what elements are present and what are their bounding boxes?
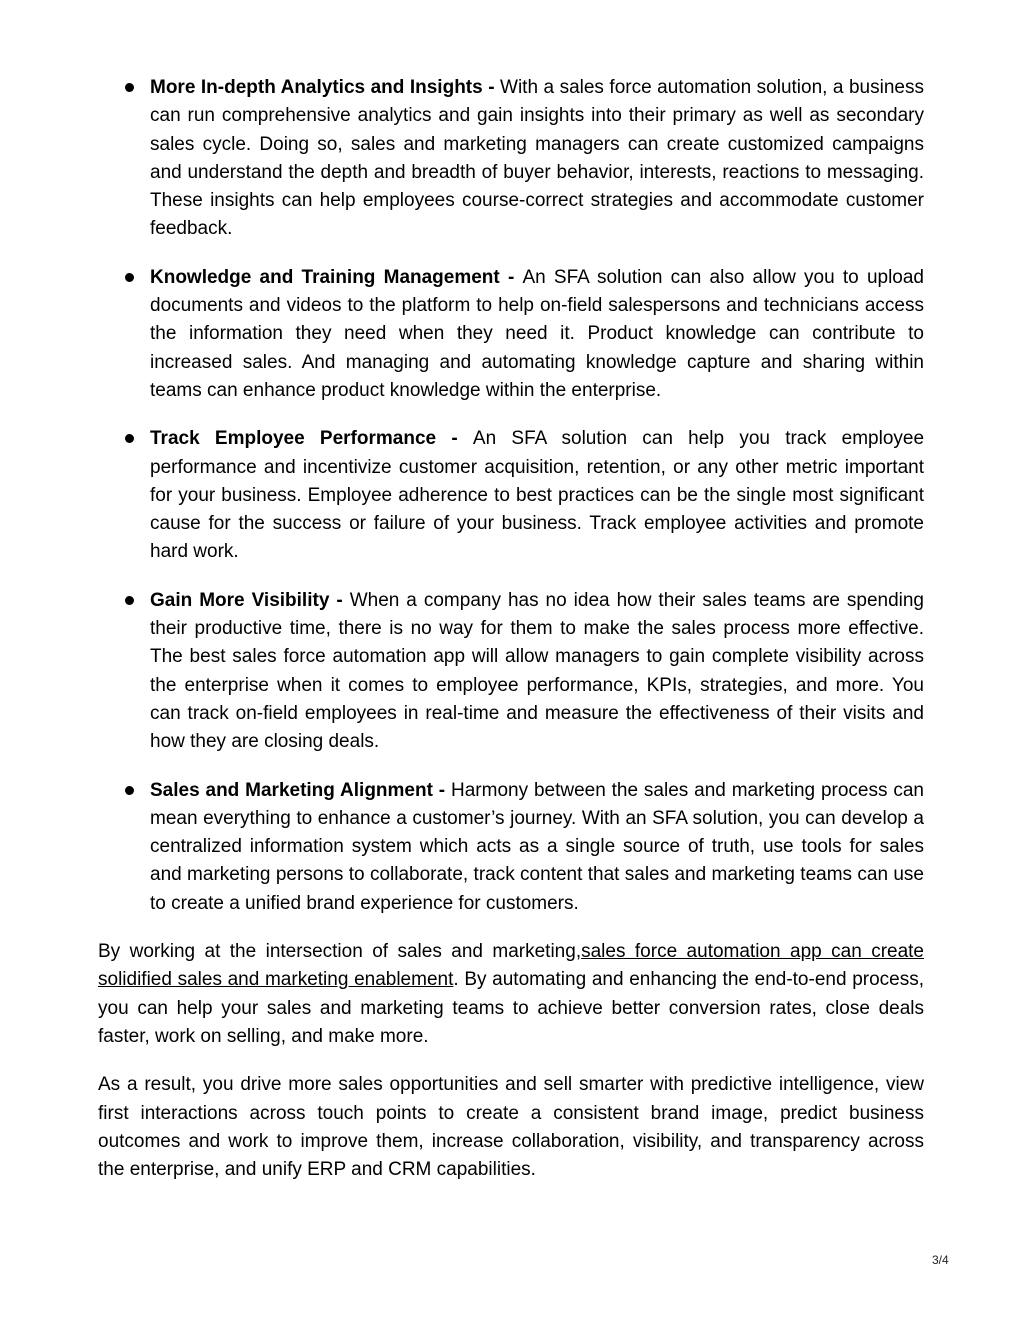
benefits-list [98, 74, 924, 918]
sfa-enablement-link[interactable]: sales force automation app can create solidified sales and marketing enablement [98, 941, 924, 991]
list-item-alignment [98, 777, 924, 918]
list-item-visibility [98, 587, 924, 757]
bullet-text: An SFA solution can also allow you to upload documents and videos to the platform to help on-field salespersons and technicians access the information they need when they need it. Product knowledge can contribute to increased sales. And managing and automating knowledge capture and sharing within teams can enhance product knowledge within the enterprise. [150, 266, 924, 401]
bullet-icon [125, 434, 134, 443]
list-item-knowledge [98, 264, 924, 405]
bullet-icon [125, 596, 134, 605]
bullet-title: Knowledge and Training Management - [150, 266, 523, 288]
page-number: 3/4 [932, 1253, 949, 1267]
bullet-text: Harmony between the sales and marketing process can mean everything to enhance a customer’s journey. With an SFA solution, you can develop a centralized information system which acts as a single source of truth, use tools for sales and marketing persons to collaborate, track content that sales and marketing teams can use to create a unified brand experience for customers. [150, 779, 924, 914]
paragraph-intersection [98, 938, 924, 1051]
bullet-icon [125, 83, 134, 92]
paragraph-text: By working at the intersection of sales and marketing, [98, 941, 582, 963]
list-item-analytics [98, 74, 924, 244]
bullet-icon [125, 273, 134, 282]
bullet-icon [125, 786, 134, 795]
paragraph-result: As a result, you drive more sales opportunities and sell smarter with predictive intelligence, view first interactions across touch points to create a consistent brand image, predict business outcomes and work to improve them, increase collaboration, visibility, and transparency across the enterprise, and unify ERP and CRM capabilities. [98, 1074, 924, 1181]
bullet-title: More In-depth Analytics and Insights - [150, 77, 501, 98]
bullet-text: When a company has no idea how their sales teams are spending their productive time, there is no way for them to make the sales process more effective. The best sales force automation app will allow managers to gain complete visibility across the enterprise when it comes to employee performance, KPIs, strategies, and more. You can track on-field employees in real-time and measure the effectiveness of their visits and how they are closing deals. [150, 589, 925, 753]
bullet-text: With a sales force automation solution, a business can run comprehensive analytics and gain insights into their primary as well as secondary sales cycle. Doing so, sales and marketing managers can create customized campaigns and understand the depth and breadth of buyer behavior, interests, reactions to messaging. These insights can help employees course-correct strategies and accommodate customer feedback. [150, 77, 924, 240]
bullet-title: Track Employee Performance - [150, 428, 473, 450]
bullet-title: Gain More Visibility - [150, 589, 350, 611]
bullet-text: An SFA solution can help you track employee performance and incentivize customer acquisition, retention, or any other metric important for your business. Employee adherence to best practices can be the single most significant cause for the success or failure of your business. Track employee activities and promote hard work. [150, 428, 925, 563]
paragraph-text: . By automating and enhancing the end-to-end process, you can help your sales and marketing teams to achieve better conversion rates, close deals faster, work on selling, and make more. [98, 969, 925, 1047]
bullet-title: Sales and Marketing Alignment - [150, 779, 451, 801]
list-item-performance [98, 425, 924, 566]
document-body [98, 74, 924, 1204]
